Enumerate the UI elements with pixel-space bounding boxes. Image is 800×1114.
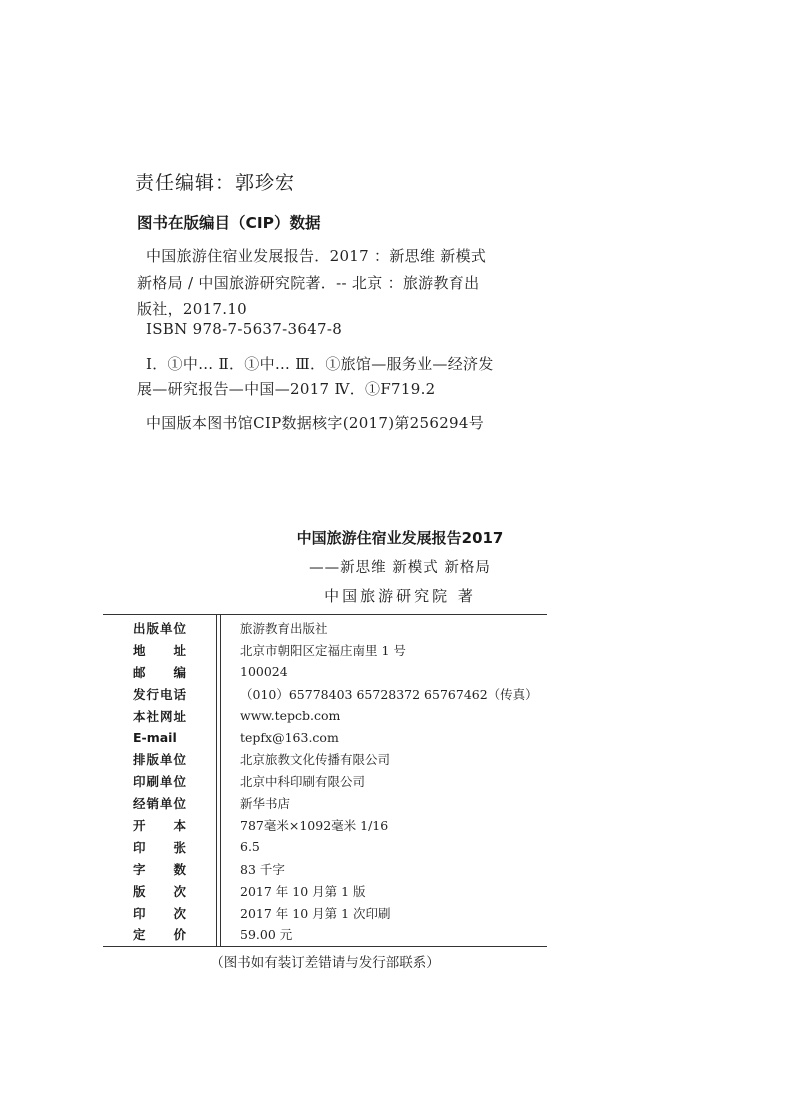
info-label: 印刷单位 — [133, 774, 186, 790]
cip-line-classification-cont: 展—研究报告—中国—2017 Ⅳ．①F719.2 — [137, 380, 436, 398]
table-row — [103, 858, 538, 880]
info-label: 定价 — [133, 927, 186, 943]
info-label: 开本 — [133, 817, 186, 833]
table-row — [103, 726, 538, 748]
book-title: 中国旅游住宿业发展报告2017 — [296, 529, 504, 547]
info-value: 北京市朝阳区定福庄南里 1 号 — [240, 642, 406, 658]
cip-line-classification: Ⅰ．①中… Ⅱ．①中… Ⅲ．①旅馆—服务业—经济发 — [146, 355, 494, 373]
info-gap — [216, 726, 240, 748]
table-row — [103, 770, 538, 792]
table-row — [103, 880, 538, 902]
publication-info-table — [103, 617, 538, 945]
cip-line-isbn: ISBN 978-7-5637-3647-8 — [146, 320, 343, 338]
info-gap — [216, 836, 240, 858]
cip-line-title: 中国旅游住宿业发展报告．2017 ：新思维 新模式 — [146, 247, 487, 265]
info-gap — [216, 880, 240, 902]
table-row — [103, 661, 538, 683]
binding-error-note: （图书如有装订差错请与发行部联系） — [210, 955, 440, 971]
table-row — [103, 748, 538, 770]
info-label: E-mail — [133, 729, 177, 745]
info-value: 100024 — [240, 664, 288, 680]
info-value: 2017 年 10 月第 1 版 — [240, 883, 366, 899]
info-gap — [216, 923, 240, 945]
info-gap — [216, 814, 240, 836]
book-author: 中国旅游研究院 著 — [324, 587, 476, 605]
info-value: 北京中科印刷有限公司 — [240, 774, 366, 790]
info-label: 经销单位 — [133, 796, 186, 812]
info-gap — [216, 617, 240, 639]
info-gap — [216, 770, 240, 792]
table-row — [103, 923, 538, 945]
info-label: 版次 — [133, 883, 186, 899]
info-gap — [216, 748, 240, 770]
table-row — [103, 902, 538, 924]
table-row — [103, 705, 538, 727]
cip-line-title-cont: 新格局 / 中国旅游研究院著．-- 北京 ：旅游教育出 — [137, 274, 480, 292]
info-value: 83 千字 — [240, 861, 285, 877]
info-label: 出版单位 — [133, 620, 186, 636]
info-value: tepfx@163.com — [240, 729, 339, 745]
info-label: 发行电话 — [133, 686, 186, 702]
cip-line-publisher-date: 版社，2017.10 — [137, 300, 248, 318]
info-gap — [216, 705, 240, 727]
info-label: 邮编 — [133, 664, 186, 680]
cip-line-record-number: 中国版本图书馆CIP数据核字(2017)第256294号 — [146, 414, 485, 432]
table-row — [103, 683, 538, 705]
info-value: 新华书店 — [240, 796, 291, 812]
book-subtitle: ——新思维 新模式 新格局 — [309, 560, 491, 576]
table-row — [103, 814, 538, 836]
table-row — [103, 639, 538, 661]
info-value: 北京旅教文化传播有限公司 — [240, 752, 391, 768]
info-value: www.tepcb.com — [240, 708, 341, 723]
info-label: 印张 — [133, 839, 186, 855]
info-label: 字数 — [133, 861, 186, 877]
info-gap — [216, 792, 240, 814]
info-label: 地址 — [133, 642, 186, 658]
info-gap — [216, 683, 240, 705]
table-row — [103, 617, 538, 639]
info-value: （010）65778403 65728372 65767462（传真） — [240, 686, 538, 702]
info-label: 印次 — [133, 905, 186, 921]
info-value: 59.00 元 — [240, 927, 293, 943]
table-bottom-rule — [103, 946, 547, 947]
info-gap — [216, 858, 240, 880]
cip-heading: 图书在版编目（CIP）数据 — [137, 214, 321, 232]
table-row — [103, 836, 538, 858]
table-row — [103, 792, 538, 814]
info-gap — [216, 661, 240, 683]
info-value: 787毫米×1092毫米 1/16 — [240, 817, 389, 833]
info-value: 6.5 — [240, 839, 260, 855]
info-value: 旅游教育出版社 — [240, 620, 328, 636]
info-gap — [216, 639, 240, 661]
info-label: 本社网址 — [133, 708, 186, 724]
responsible-editor: 责任编辑：郭珍宏 — [135, 172, 296, 194]
table-top-rule — [103, 614, 547, 615]
info-value: 2017 年 10 月第 1 次印刷 — [240, 905, 391, 921]
info-label: 排版单位 — [133, 752, 186, 768]
info-gap — [216, 902, 240, 924]
